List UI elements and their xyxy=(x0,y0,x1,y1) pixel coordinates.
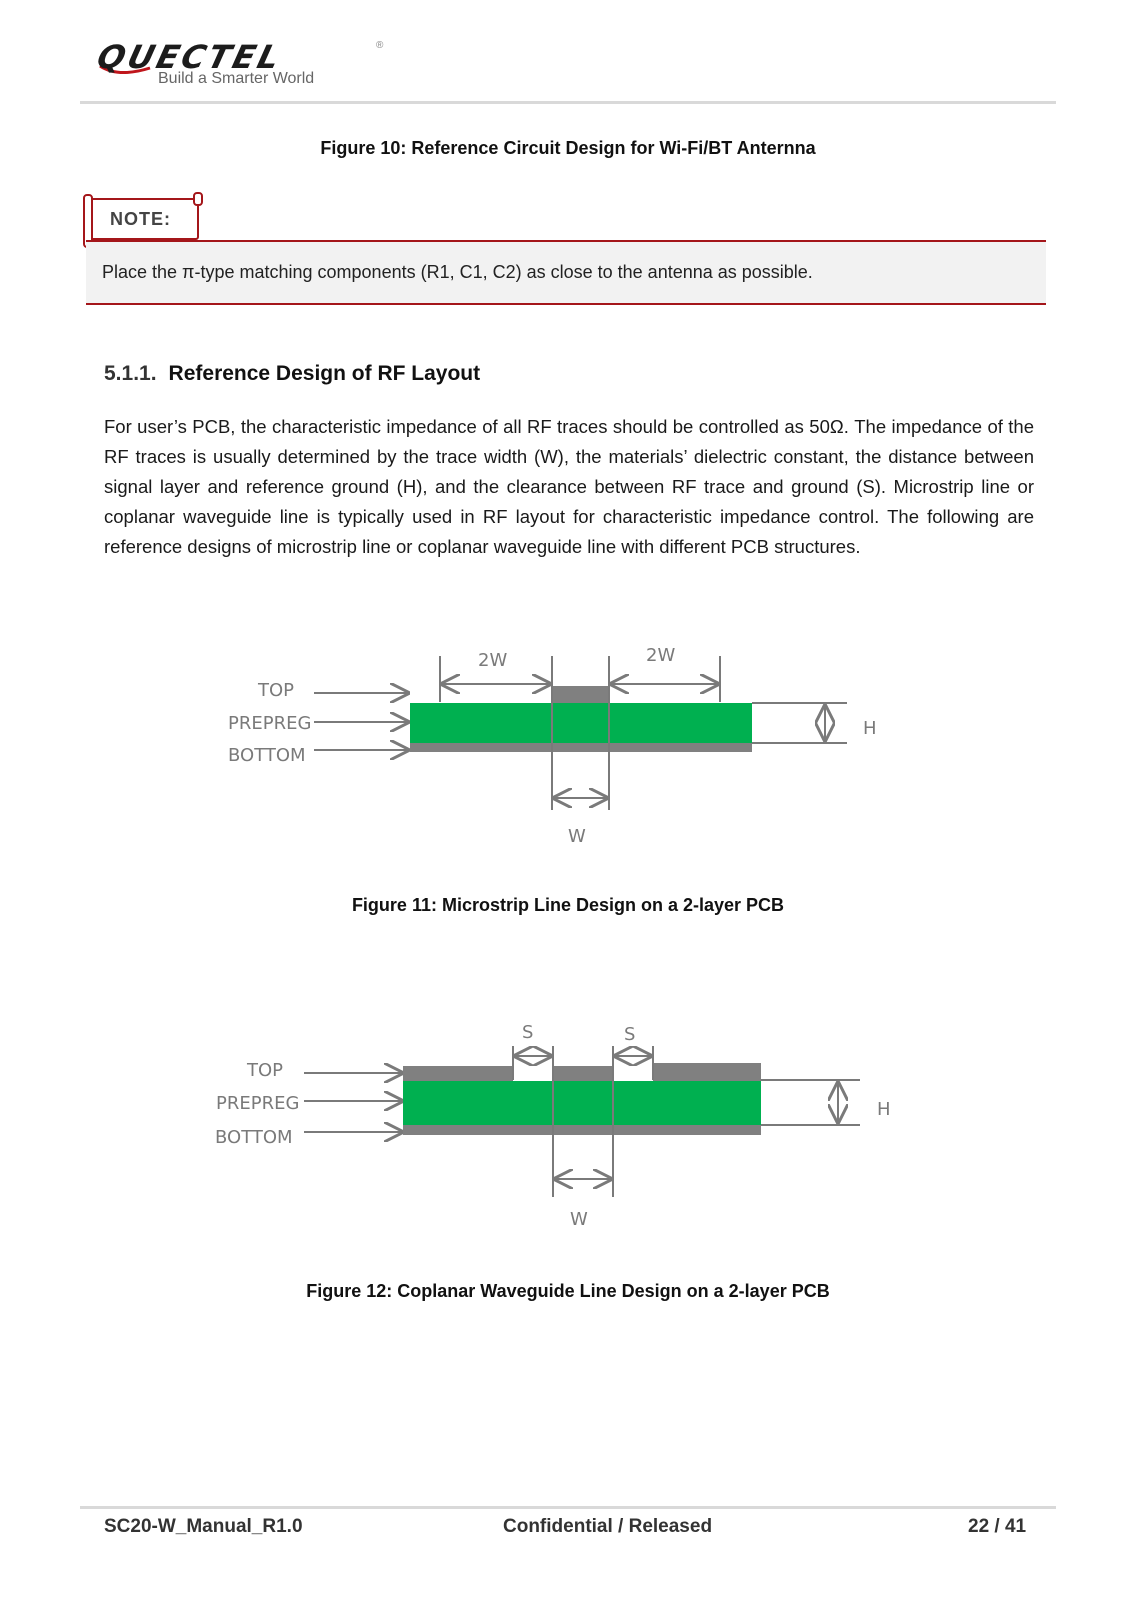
dim-label-h: H xyxy=(863,718,877,739)
dim-label-s-left: S xyxy=(522,1022,534,1043)
layer-label-top: TOP xyxy=(258,680,295,701)
section-title: Reference Design of RF Layout xyxy=(168,362,481,385)
figure-11-microstrip-diagram xyxy=(210,630,910,860)
logo-wordmark: QUECTEL xyxy=(93,38,287,76)
signal-trace xyxy=(552,686,609,703)
figure-10-caption: Figure 10: Reference Circuit Design for Wi-Fi/BT Anternna xyxy=(320,138,816,158)
dim-label-h: H xyxy=(877,1099,891,1120)
bottom-ground-layer xyxy=(410,743,752,752)
prepreg-layer xyxy=(403,1081,761,1125)
registered-mark: ® xyxy=(376,40,384,51)
left-ground-trace xyxy=(403,1066,513,1081)
note-text: Place the π-type matching components (R1, C1, C2) as close to the antenna as possible. xyxy=(102,262,813,282)
footer-divider xyxy=(80,1506,1056,1509)
layer-label-bottom: BOTTOM xyxy=(228,745,306,766)
dim-label-w: W xyxy=(568,826,586,847)
note-tag xyxy=(86,198,199,240)
figure-12-coplanar-diagram xyxy=(210,1012,910,1242)
section-body-paragraph: For user’s PCB, the characteristic impedance of all RF traces should be controlled as 50Ω. The impedance of the RF traces is usually determined by the trace width (W), the materials’ dielectric constant, the distance between signal layer and reference ground (H), and the clearance between RF trace and ground (S). Microstrip line or coplanar waveguide line is typically used in RF layout for characteristic impedance control. The following are reference designs of microstrip line or coplanar waveguide line with different PCB structures. xyxy=(104,416,1034,557)
figure-11-caption: Figure 11: Microstrip Line Design on a 2-layer PCB xyxy=(351,895,785,915)
dim-label-left-2w: 2W xyxy=(478,650,508,671)
note-label: NOTE: xyxy=(110,209,171,229)
layer-label-bottom: BOTTOM xyxy=(215,1127,293,1148)
prepreg-layer xyxy=(410,703,752,743)
footer-doc-name: SC20-W_Manual_R1.0 xyxy=(104,1516,303,1537)
footer-status: Confidential / Released xyxy=(503,1516,713,1537)
section-number: 5.1.1. xyxy=(104,362,157,385)
footer-page-number: 22 / 41 xyxy=(968,1516,1027,1537)
company-logo xyxy=(93,38,398,94)
signal-trace xyxy=(553,1066,613,1081)
dim-label-w: W xyxy=(570,1209,588,1230)
dim-label-right-2w: 2W xyxy=(646,645,676,666)
layer-label-top: TOP xyxy=(247,1060,284,1081)
layer-label-prepreg: PREPREG xyxy=(228,713,312,734)
logo-tagline: Build a Smarter World xyxy=(158,70,315,87)
layer-label-prepreg: PREPREG xyxy=(216,1093,300,1114)
right-ground-trace xyxy=(653,1063,761,1081)
note-box xyxy=(86,240,1046,305)
dim-label-s-right: S xyxy=(624,1024,636,1045)
figure-12-caption: Figure 12: Coplanar Waveguide Line Design on a 2-layer PCB xyxy=(306,1281,830,1301)
note-scroll-right xyxy=(193,192,203,206)
header-divider xyxy=(80,101,1056,104)
bottom-ground-layer xyxy=(403,1125,761,1135)
section-heading xyxy=(104,362,480,386)
